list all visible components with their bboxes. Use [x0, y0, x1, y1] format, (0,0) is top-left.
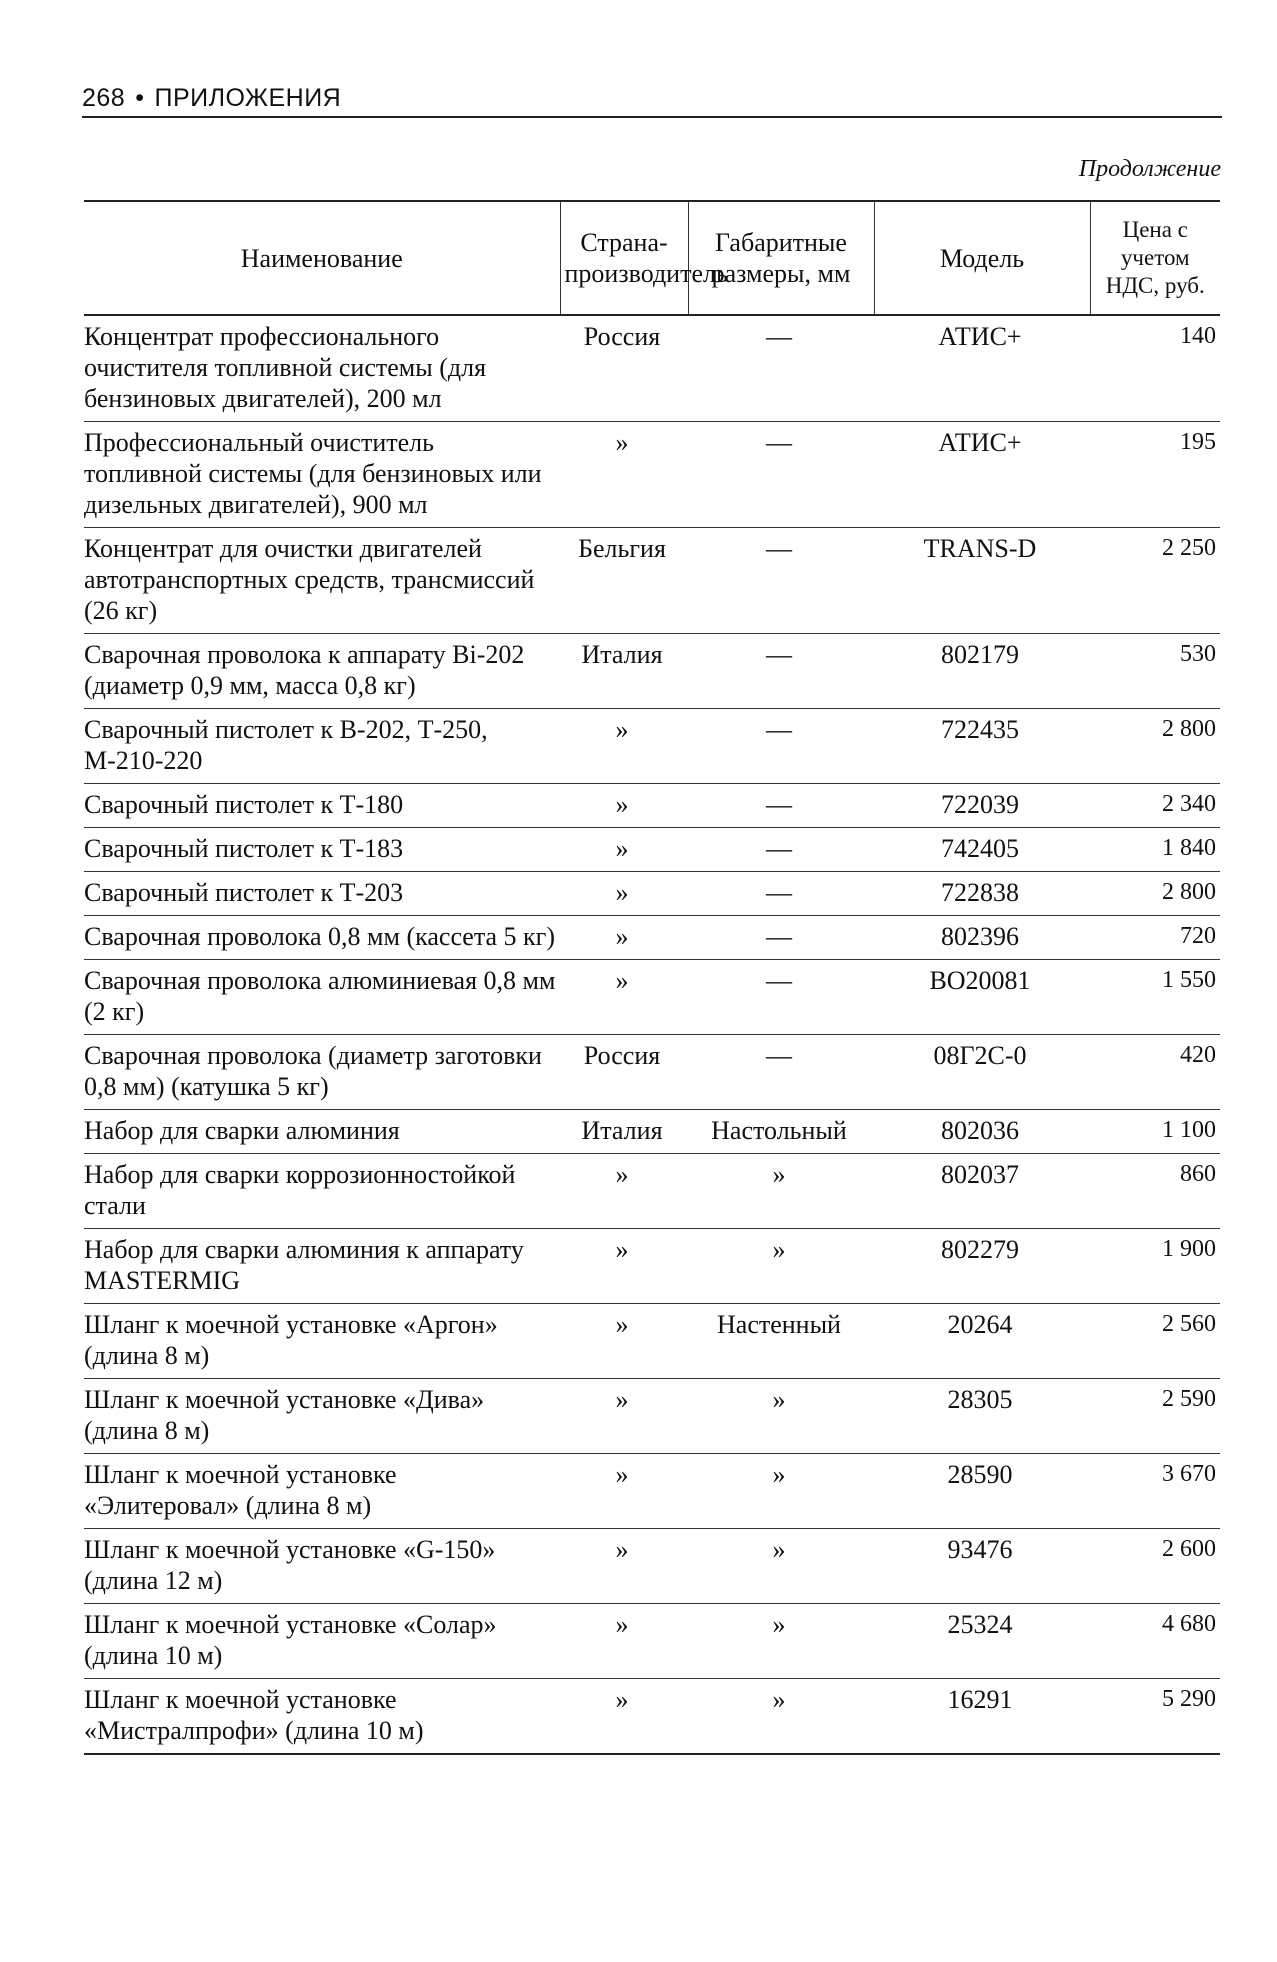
cell-price: 4 680: [1090, 1604, 1220, 1679]
header-rule: [82, 116, 1222, 118]
cell-name: Шланг к моечной установке «Дива» (длина 8 м): [84, 1379, 560, 1454]
cell-price: 2 600: [1090, 1529, 1220, 1604]
cell-model: 08Г2С-0: [874, 1035, 1090, 1110]
cell-dims: »: [688, 1379, 874, 1454]
cell-name: Шланг к моечной установке «Элитеровал» (длина 8 м): [84, 1454, 560, 1529]
cell-name: Сварочная проволока (диаметр заготовки 0,8 мм) (катушка 5 кг): [84, 1035, 560, 1110]
cell-name: Профессиональный очиститель топливной системы (для бензиновых или дизельных двигателей), 900 мл: [84, 422, 560, 528]
table-row: [84, 1229, 1220, 1304]
cell-dims: —: [688, 916, 874, 960]
price-table: [84, 200, 1220, 1755]
cell-price: 3 670: [1090, 1454, 1220, 1529]
cell-dims: »: [688, 1154, 874, 1229]
continued-label: Продолжение: [1078, 156, 1221, 182]
cell-dims: —: [688, 1035, 874, 1110]
table-row: [84, 1679, 1220, 1755]
running-header: [82, 84, 341, 113]
cell-dims: —: [688, 422, 874, 528]
cell-dims: —: [688, 315, 874, 422]
cell-name: Сварочный пистолет к Т-180: [84, 784, 560, 828]
cell-price: 420: [1090, 1035, 1220, 1110]
cell-name: Набор для сварки алюминия к аппарату MASTERMIG: [84, 1229, 560, 1304]
cell-price: 2 590: [1090, 1379, 1220, 1454]
cell-name: Сварочный пистолет к Т-203: [84, 872, 560, 916]
cell-name: Шланг к моечной установке «Аргон» (длина 8 м): [84, 1304, 560, 1379]
cell-price: 860: [1090, 1154, 1220, 1229]
cell-model: 802037: [874, 1154, 1090, 1229]
cell-dims: »: [688, 1529, 874, 1604]
cell-country: Италия: [560, 634, 688, 709]
cell-name: Шланг к моечной установке «G-150» (длина 12 м): [84, 1529, 560, 1604]
table-row: [84, 709, 1220, 784]
cell-model: 20264: [874, 1304, 1090, 1379]
cell-dims: —: [688, 634, 874, 709]
table-row: [84, 1454, 1220, 1529]
cell-name: Набор для сварки алюминия: [84, 1110, 560, 1154]
cell-model: TRANS-D: [874, 528, 1090, 634]
cell-dims: »: [688, 1229, 874, 1304]
cell-country: »: [560, 1154, 688, 1229]
cell-country: »: [560, 1679, 688, 1755]
cell-price: 1 100: [1090, 1110, 1220, 1154]
table-row: [84, 1035, 1220, 1110]
cell-dims: —: [688, 784, 874, 828]
cell-model: 802179: [874, 634, 1090, 709]
cell-name: Сварочный пистолет к В-202, Т-250, М-210-220: [84, 709, 560, 784]
cell-country: Италия: [560, 1110, 688, 1154]
cell-model: 742405: [874, 828, 1090, 872]
cell-name: Набор для сварки коррозионностойкой стали: [84, 1154, 560, 1229]
cell-model: 722039: [874, 784, 1090, 828]
table-header-row: [84, 201, 1220, 315]
column-header-price: Цена с учетом НДС, руб.: [1090, 201, 1220, 315]
column-header-name: Наименование: [84, 201, 560, 315]
cell-dims: —: [688, 528, 874, 634]
cell-price: 195: [1090, 422, 1220, 528]
cell-model: ВО20081: [874, 960, 1090, 1035]
cell-model: 802396: [874, 916, 1090, 960]
cell-model: АТИС+: [874, 422, 1090, 528]
table-row: [84, 1529, 1220, 1604]
table-body: [84, 315, 1220, 1754]
cell-price: 140: [1090, 315, 1220, 422]
column-header-country: Страна-производитель: [560, 201, 688, 315]
cell-country: »: [560, 422, 688, 528]
section-title: ПРИЛОЖЕНИЯ: [154, 84, 342, 112]
cell-country: Россия: [560, 1035, 688, 1110]
column-header-dims: Габаритные размеры, мм: [688, 201, 874, 315]
cell-country: »: [560, 1454, 688, 1529]
page-number: 268: [82, 84, 126, 112]
cell-model: 802036: [874, 1110, 1090, 1154]
cell-country: »: [560, 916, 688, 960]
table-row: [84, 315, 1220, 422]
cell-dims: —: [688, 872, 874, 916]
cell-price: 2 560: [1090, 1304, 1220, 1379]
cell-name: Сварочный пистолет к Т-183: [84, 828, 560, 872]
cell-dims: »: [688, 1454, 874, 1529]
cell-price: 2 800: [1090, 709, 1220, 784]
table-row: [84, 422, 1220, 528]
cell-country: »: [560, 1304, 688, 1379]
cell-price: 1 900: [1090, 1229, 1220, 1304]
cell-country: »: [560, 709, 688, 784]
table-row: [84, 1379, 1220, 1454]
table-row: [84, 1304, 1220, 1379]
cell-model: АТИС+: [874, 315, 1090, 422]
cell-dims: »: [688, 1679, 874, 1755]
cell-model: 722838: [874, 872, 1090, 916]
cell-model: 28590: [874, 1454, 1090, 1529]
table-row: [84, 528, 1220, 634]
table-row: [84, 916, 1220, 960]
cell-model: 722435: [874, 709, 1090, 784]
table-row: [84, 1154, 1220, 1229]
table-row: [84, 1110, 1220, 1154]
cell-name: Сварочная проволока 0,8 мм (кассета 5 кг): [84, 916, 560, 960]
cell-model: 25324: [874, 1604, 1090, 1679]
cell-price: 2 800: [1090, 872, 1220, 916]
column-header-model: Модель: [874, 201, 1090, 315]
cell-country: »: [560, 1379, 688, 1454]
cell-price: 720: [1090, 916, 1220, 960]
cell-model: 28305: [874, 1379, 1090, 1454]
cell-name: Сварочная проволока алюминиевая 0,8 мм (2 кг): [84, 960, 560, 1035]
cell-price: 1 550: [1090, 960, 1220, 1035]
table-row: [84, 1604, 1220, 1679]
cell-country: »: [560, 828, 688, 872]
cell-price: 1 840: [1090, 828, 1220, 872]
cell-name: Сварочная проволока к аппарату Bi-202 (диаметр 0,9 мм, масса 0,8 кг): [84, 634, 560, 709]
cell-country: »: [560, 784, 688, 828]
table-row: [84, 960, 1220, 1035]
table-row: [84, 634, 1220, 709]
cell-country: »: [560, 1604, 688, 1679]
cell-model: 93476: [874, 1529, 1090, 1604]
cell-name: Шланг к моечной установке «Мистралпрофи» (длина 10 м): [84, 1679, 560, 1755]
cell-dims: Настольный: [688, 1110, 874, 1154]
cell-price: 5 290: [1090, 1679, 1220, 1755]
cell-dims: —: [688, 828, 874, 872]
cell-dims: —: [688, 960, 874, 1035]
cell-price: 2 340: [1090, 784, 1220, 828]
cell-price: 530: [1090, 634, 1220, 709]
cell-country: »: [560, 960, 688, 1035]
cell-country: »: [560, 872, 688, 916]
cell-price: 2 250: [1090, 528, 1220, 634]
cell-country: »: [560, 1229, 688, 1304]
cell-model: 802279: [874, 1229, 1090, 1304]
header-bullet: •: [135, 84, 145, 112]
table-row: [84, 784, 1220, 828]
cell-dims: Настенный: [688, 1304, 874, 1379]
cell-country: Бельгия: [560, 528, 688, 634]
cell-model: 16291: [874, 1679, 1090, 1755]
table-row: [84, 828, 1220, 872]
cell-name: Шланг к моечной установке «Солар» (длина 10 м): [84, 1604, 560, 1679]
cell-country: Россия: [560, 315, 688, 422]
table-row: [84, 872, 1220, 916]
cell-dims: —: [688, 709, 874, 784]
cell-name: Концентрат профессионального очистителя топливной системы (для бензиновых двигателей), 200 мл: [84, 315, 560, 422]
cell-name: Концентрат для очистки двигателей автотранспортных средств, трансмиссий (26 кг): [84, 528, 560, 634]
cell-country: »: [560, 1529, 688, 1604]
cell-dims: »: [688, 1604, 874, 1679]
